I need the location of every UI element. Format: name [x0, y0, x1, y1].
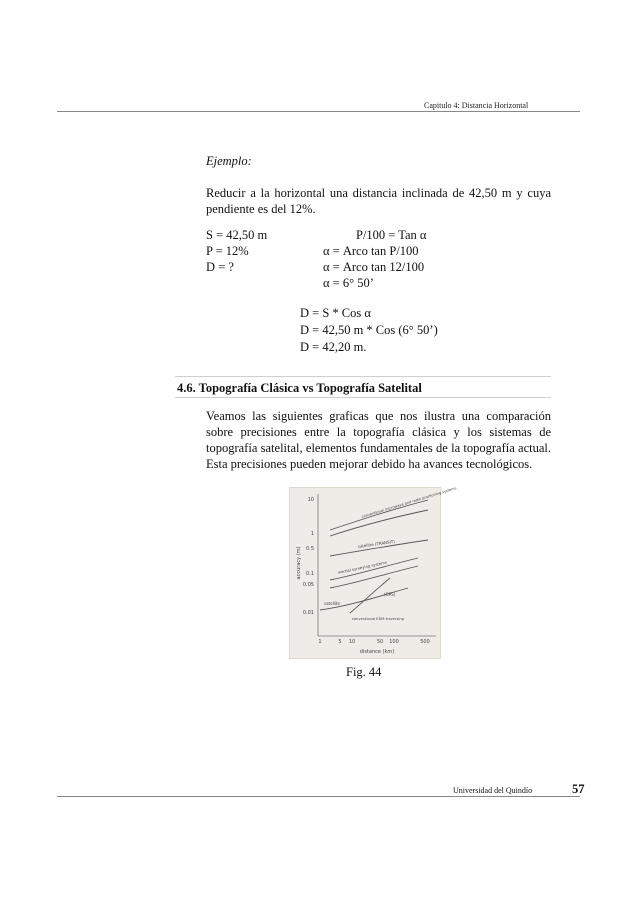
x-tick-label: 500 [420, 639, 430, 645]
section-separator [175, 397, 551, 398]
y-tick-label: 0.01 [302, 610, 314, 616]
section-title: 4.6. Topografía Clásica vs Topografía Satelital [177, 381, 422, 395]
footer-institution: Universidad del Quindío [453, 786, 533, 795]
curve-microwave [330, 500, 428, 530]
running-header: Capitulo 4: Distancia Horizontal [424, 101, 529, 110]
example-heading: Ejemplo: [206, 154, 252, 168]
header-rule [57, 111, 580, 112]
result-line: D = S * Cos α [300, 306, 371, 320]
given-line: P = 12% [206, 244, 249, 258]
figure-44 [289, 486, 457, 659]
x-tick-label: 5 [338, 639, 342, 645]
step-line: α = Arco tan P/100 [323, 244, 419, 258]
step-line: α = Arco tan 12/100 [323, 260, 425, 274]
result-line: D = 42,50 m * Cos (6° 50’) [300, 323, 438, 337]
curve-label: (GPS) [384, 592, 396, 597]
section-paragraph: Veamos las siguientes graficas que nos ilustra una comparación sobre precisiones entre la topografía clásica y los sistemas de topografía satelital, elementos fundamentales de la topografía actual. Esta precisiones pueden mejorar debido ha avances tecnológicos. [206, 409, 551, 471]
curve-label: conventional microwave and radio positioning systems [361, 486, 457, 519]
curve-label: satellite [324, 601, 340, 606]
x-axis-label: distance (km) [359, 649, 395, 655]
x-tick-label: 1 [318, 639, 322, 645]
figure-caption: Fig. 44 [346, 665, 382, 679]
curve-label: conventional EDM traversing [352, 617, 404, 621]
x-tick-label: 10 [348, 639, 356, 645]
example-paragraph: Reducir a la horizontal una distancia inclinada de 42,50 m y cuya pendiente es del 12%. [206, 186, 551, 216]
result-line: D = 42,20 m. [300, 340, 367, 354]
y-tick-label: 1 [310, 531, 314, 537]
y-tick-label: 10 [307, 497, 314, 503]
curve-label: inertial surveying systems [337, 559, 388, 575]
step-line: P/100 = Tan α [356, 228, 427, 242]
page-number: 57 [572, 782, 585, 796]
x-tick-label: 50 [376, 639, 384, 645]
x-tick-label: 100 [389, 639, 399, 645]
given-line: S = 42,50 m [206, 228, 268, 242]
accuracy-distance-chart [290, 486, 457, 658]
y-axis-label: accuracy (m) [296, 546, 302, 580]
step-line: α = 6° 50’ [323, 276, 374, 290]
section-separator [175, 376, 551, 377]
curve-label: satellite (TRANSIT) [357, 538, 396, 549]
given-line: D = ? [206, 260, 234, 274]
y-tick-label: 0.5 [306, 546, 314, 552]
y-tick-label: 0.05 [302, 582, 314, 588]
y-tick-label: 0.1 [306, 571, 314, 577]
footer-rule [57, 796, 580, 797]
